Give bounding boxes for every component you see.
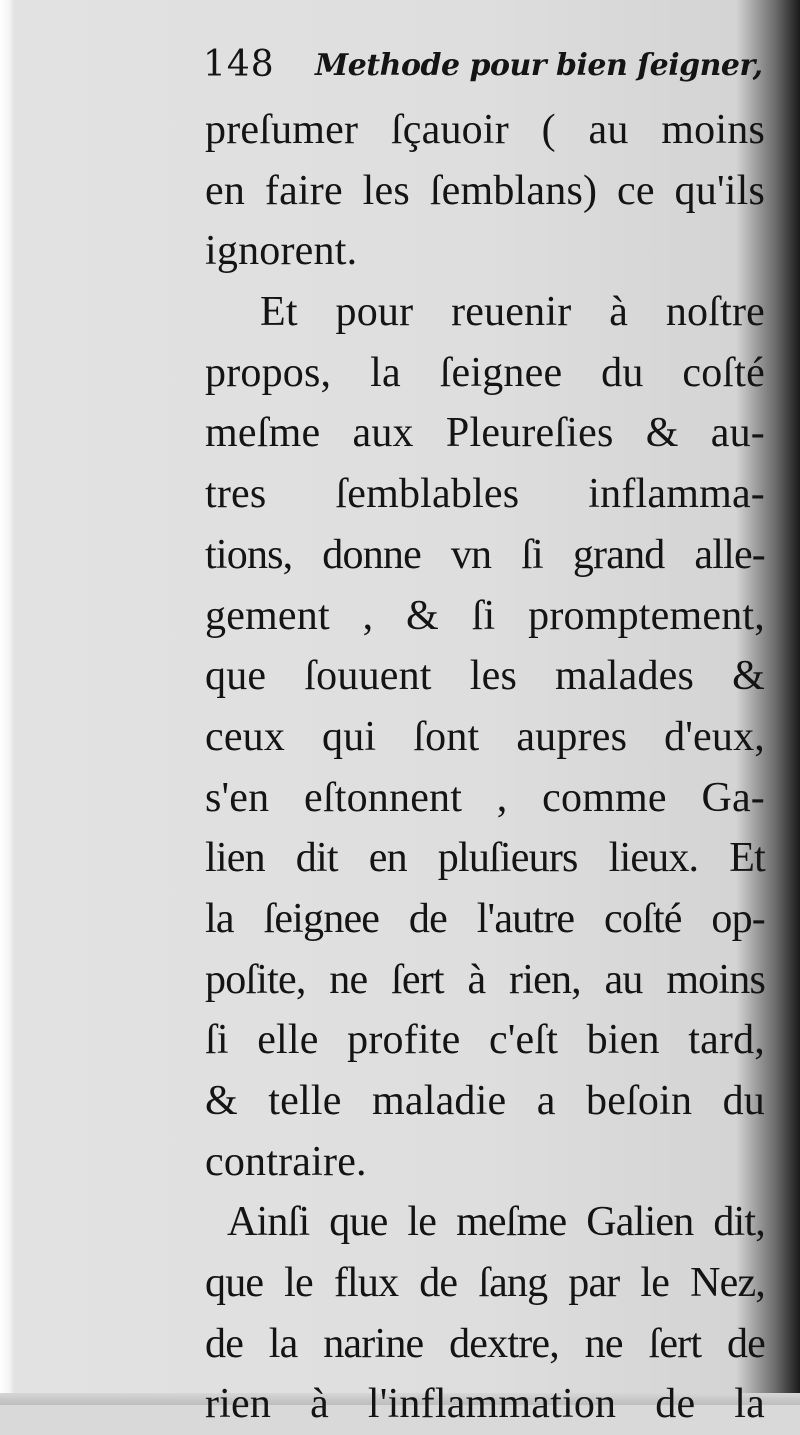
page-number: 148 [203,44,275,85]
text-line: ignorent. [205,228,358,275]
text-line: meſme aux Pleureſies & au- [205,410,765,457]
body-text [205,100,765,1435]
text-line: tres ſemblables inflamma- [205,471,765,518]
running-head: Methode pour bien ſeigner, [315,48,763,83]
text-line: & telle maladie a beſoin du [205,1078,765,1124]
text-line: preſumer ſçauoir ( au moins [205,107,765,153]
text-line: la ſeignee de l'autre coſté op- [205,895,765,942]
paragraph-start-line: Et pour reuenir à noſtre [260,289,765,336]
text-line: que ſouuent les malades & [205,653,765,700]
text-line: tions, donne vn ſi grand alle- [205,531,765,578]
text-line: contraire. [205,1138,367,1185]
text-line: s'en eſtonnent , comme Ga- [205,774,765,821]
page-left-edge [0,0,14,1405]
text-line: rien à l'inflammation de la [205,1381,765,1428]
text-line: en faire les ſemblans) ce qu'ils [205,167,765,214]
text-line: poſite, ne ſert à rien, au moins [205,956,765,1003]
text-line: propos, la ſeignee du coſté [205,349,765,396]
text-line: de la narine dextre, ne ſert de [205,1320,765,1367]
paragraph-start-line: Ainſi que le meſme Galien dit, [227,1199,765,1246]
text-line: que le flux de ſang par le Nez, [205,1260,765,1307]
text-line: gement , & ſi promptement, [205,592,765,639]
page-header [203,44,763,94]
text-line: ceux qui ſont aupres d'eux, [205,713,765,760]
text-line: lien dit en pluſieurs lieux. Et [205,835,765,882]
text-line: ſi elle profite c'eſt bien tard, [205,1017,765,1064]
